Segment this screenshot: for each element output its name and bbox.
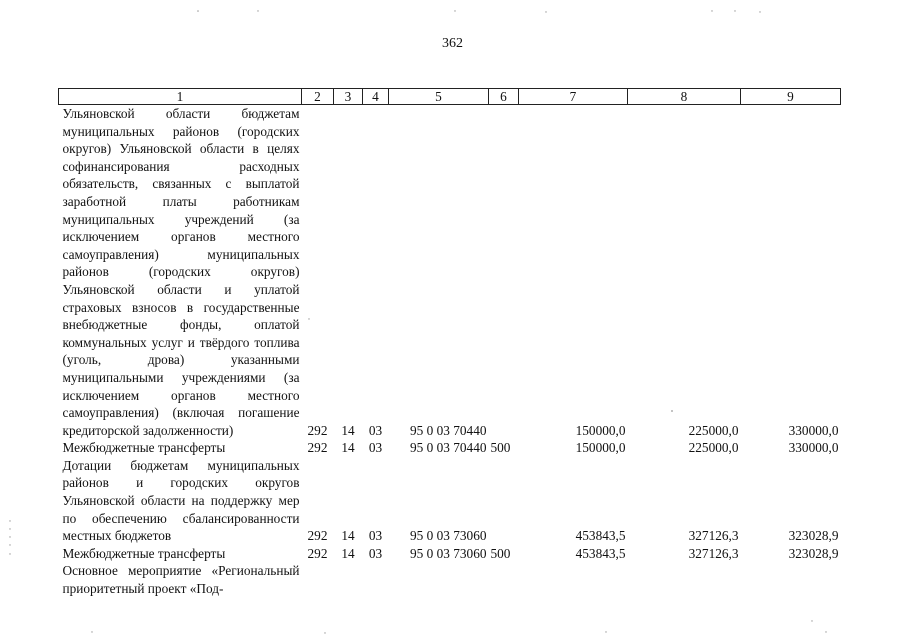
scan-speck bbox=[9, 520, 10, 521]
table-row bbox=[59, 439, 841, 457]
amount-year-3: 330000,0 bbox=[788, 422, 839, 438]
amount-year-2 bbox=[628, 562, 741, 597]
row-name: Межбюджетные трансферты bbox=[62, 545, 226, 561]
column-header-9: 9 bbox=[741, 89, 841, 105]
amount-year-1 bbox=[519, 562, 628, 597]
page-number: 362 bbox=[442, 36, 463, 51]
scan-speck bbox=[734, 10, 735, 11]
scan-speck bbox=[9, 528, 10, 529]
subsection-code bbox=[363, 562, 389, 597]
scan-speck bbox=[825, 631, 826, 632]
expense-type-code bbox=[489, 562, 519, 597]
scan-speck bbox=[257, 10, 258, 11]
subsection-code: 03 bbox=[368, 440, 383, 456]
expense-type-code: 500 bbox=[490, 440, 511, 456]
subsection-code: 03 bbox=[368, 528, 383, 544]
amount-year-1: 453843,5 bbox=[575, 545, 626, 561]
row-name: Дотации бюджетам муниципальных районов и городских округов Ульяновской области на поддержку мер по обеспечению сбалансированности местных бюджетов bbox=[62, 457, 300, 544]
budget-table bbox=[58, 88, 841, 598]
row-name: Основное мероприятие «Региональный приоритетный проект «Под- bbox=[62, 563, 300, 597]
target-article-code: 95 0 03 73060 bbox=[410, 545, 487, 561]
target-article-code: 95 0 03 70440 bbox=[410, 422, 487, 438]
scan-speck bbox=[545, 11, 546, 12]
scan-speck bbox=[454, 10, 455, 11]
amount-year-1: 150000,0 bbox=[575, 440, 626, 456]
ministry-code: 292 bbox=[307, 528, 328, 544]
ministry-code: 292 bbox=[307, 545, 328, 561]
amount-year-3: 323028,9 bbox=[788, 528, 839, 544]
amount-year-2: 327126,3 bbox=[688, 528, 739, 544]
scan-speck bbox=[91, 631, 92, 632]
column-header-3: 3 bbox=[334, 89, 363, 105]
section-code: 14 bbox=[341, 528, 355, 544]
target-article-code bbox=[389, 562, 489, 597]
amount-year-2: 225000,0 bbox=[688, 422, 739, 438]
table-row bbox=[59, 562, 841, 597]
amount-year-1: 453843,5 bbox=[575, 528, 626, 544]
row-name: Межбюджетные трансферты bbox=[62, 440, 226, 456]
scan-speck bbox=[9, 553, 10, 554]
scan-speck bbox=[759, 11, 760, 12]
section-code: 14 bbox=[341, 422, 355, 438]
row-name: Ульяновской области бюджетам муниципальных районов (городских округов) Ульяновской области в целях софинансирования расходных обязательств, связанных с выплатой заработной платы работникам муниципальных учреждений (за исключением органов местного самоуправления) муниципальных районов (городских округов) Ульяновской области и уплатой страховых взносов в государственные внебюджетные фонды, оплатой коммунальных услуг и твёрдого топлива (уголь, дрова) указанными муниципальными учреждениями (за исключением органов местного самоуправления) (включая погашение кредиторской задолженности) bbox=[62, 106, 300, 438]
column-header-4: 4 bbox=[363, 89, 389, 105]
scan-speck bbox=[197, 10, 199, 12]
section-code: 14 bbox=[341, 440, 355, 456]
scan-speck bbox=[9, 536, 10, 537]
target-article-code: 95 0 03 73060 bbox=[410, 528, 487, 544]
table-row bbox=[59, 545, 841, 563]
amount-year-3 bbox=[741, 562, 841, 597]
column-header-8: 8 bbox=[628, 89, 741, 105]
scan-speck bbox=[605, 631, 606, 632]
column-number-header-row bbox=[59, 89, 841, 105]
section-code: 14 bbox=[341, 545, 355, 561]
column-header-1: 1 bbox=[59, 89, 302, 105]
amount-year-2: 327126,3 bbox=[688, 545, 739, 561]
scan-speck bbox=[811, 620, 812, 621]
table-row bbox=[59, 105, 841, 440]
expense-type-code bbox=[489, 457, 519, 545]
ministry-code bbox=[302, 562, 334, 597]
amount-year-3: 330000,0 bbox=[788, 440, 839, 456]
column-header-7: 7 bbox=[519, 89, 628, 105]
subsection-code: 03 bbox=[368, 545, 383, 561]
target-article-code: 95 0 03 70440 bbox=[410, 440, 487, 456]
column-header-5: 5 bbox=[389, 89, 489, 105]
expense-type-code: 500 bbox=[490, 545, 511, 561]
ministry-code: 292 bbox=[307, 440, 328, 456]
section-code bbox=[334, 562, 363, 597]
ministry-code: 292 bbox=[307, 422, 328, 438]
scan-speck bbox=[711, 10, 712, 11]
table-row bbox=[59, 457, 841, 545]
expense-type-code bbox=[489, 105, 519, 440]
column-header-6: 6 bbox=[489, 89, 519, 105]
column-header-2: 2 bbox=[302, 89, 334, 105]
amount-year-2: 225000,0 bbox=[688, 440, 739, 456]
scan-speck bbox=[9, 544, 10, 545]
amount-year-3: 323028,9 bbox=[788, 545, 839, 561]
subsection-code: 03 bbox=[368, 422, 383, 438]
scan-speck bbox=[324, 632, 325, 633]
amount-year-1: 150000,0 bbox=[575, 422, 626, 438]
